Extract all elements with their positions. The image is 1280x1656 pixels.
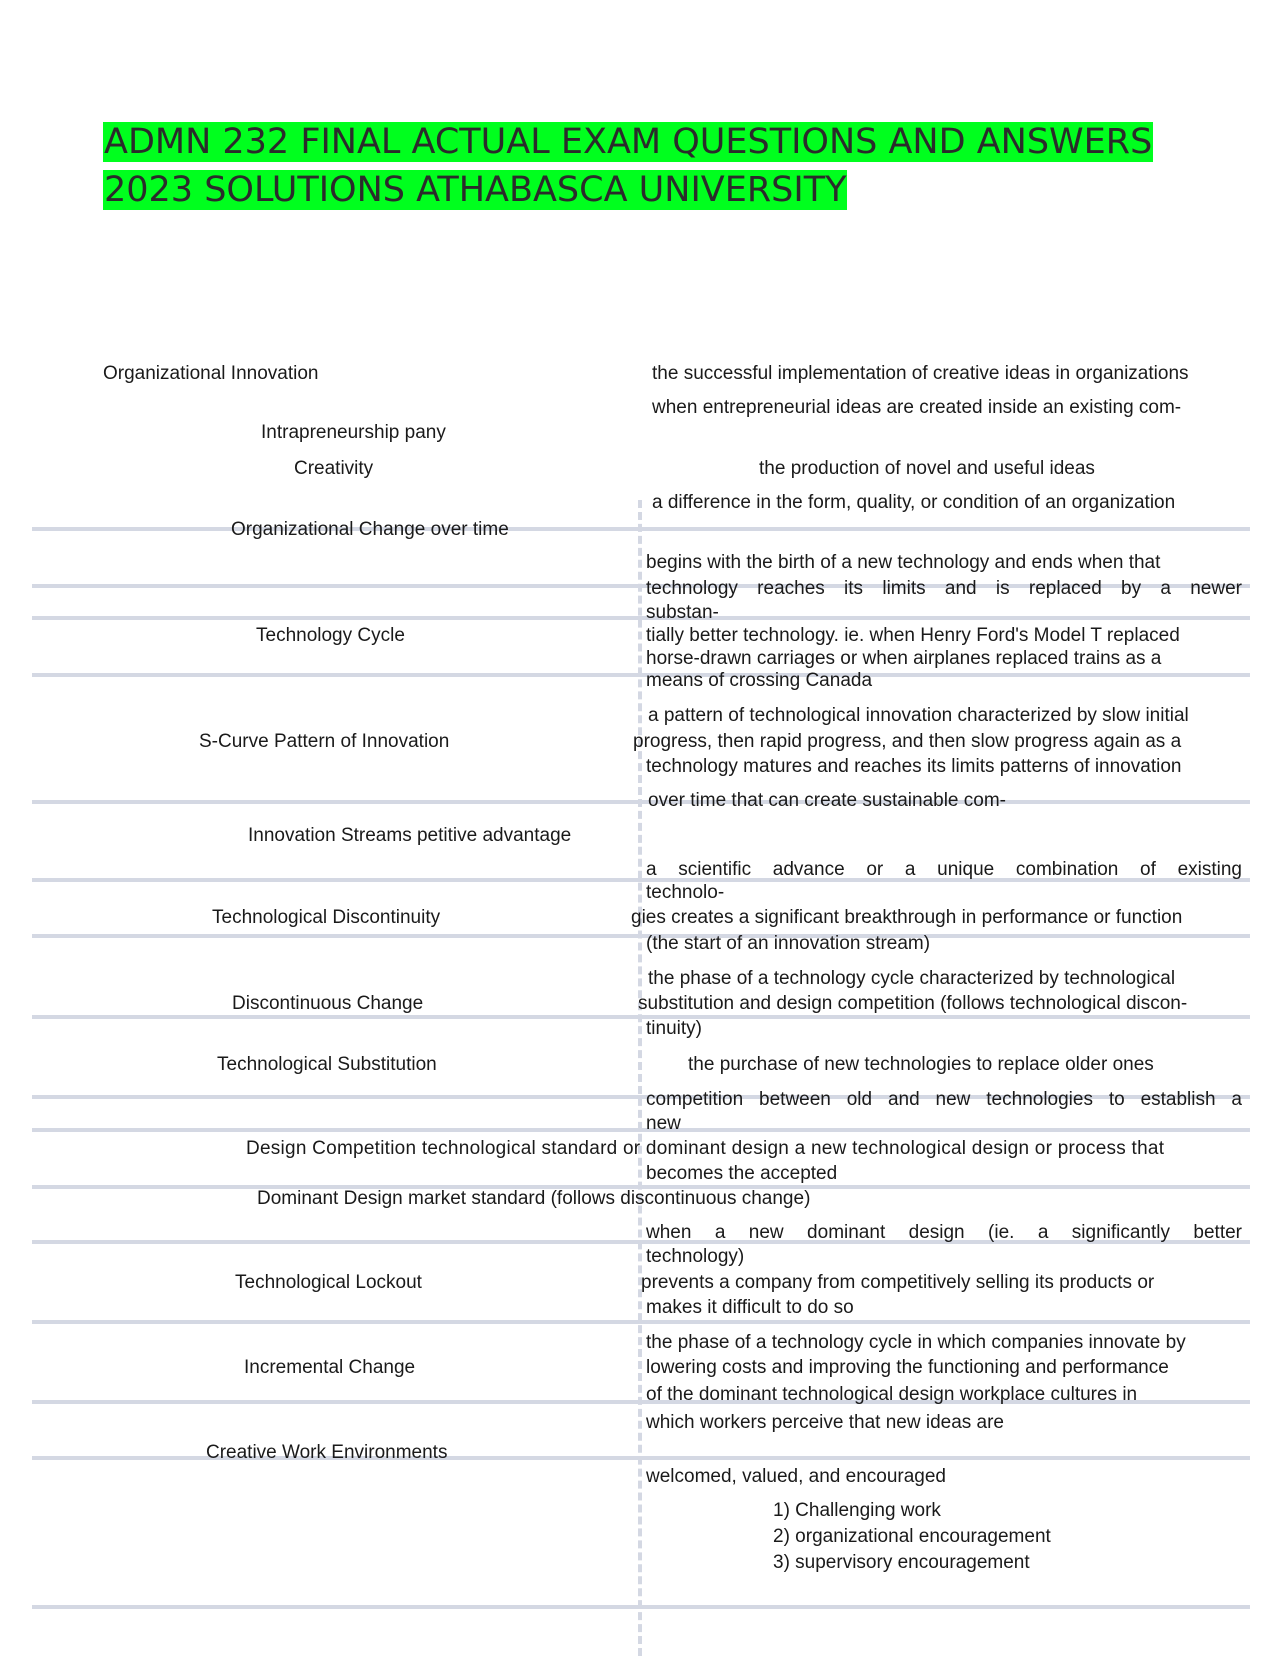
- definition-s-curve-line: technology matures and reaches its limits patterns of innovation: [646, 756, 1182, 777]
- definition-s-curve-line: progress, then rapid progress, and then slow progress again as a: [633, 731, 1182, 752]
- column-divider: [638, 500, 642, 1656]
- term-tech-discontinuity: Technological Discontinuity: [212, 907, 441, 928]
- definition-tech-lockout-line: prevents a company from competitively selling its products or: [641, 1272, 1155, 1293]
- title-line-1: ADMN 232 FINAL ACTUAL EXAM QUESTIONS AND ANSWERS: [104, 122, 1153, 162]
- definition-tech-substitution: the purchase of new technologies to replace older ones: [688, 1054, 1154, 1075]
- term-design-competition: Design Competition technological standard or dominant design a new technological design or process that: [246, 1138, 1165, 1159]
- definition-creative-work-line: welcomed, valued, and encouraged: [646, 1466, 946, 1487]
- term-s-curve: S-Curve Pattern of Innovation: [199, 731, 450, 752]
- term-tech-lockout: Technological Lockout: [235, 1272, 422, 1293]
- definition-technology-cycle-line: technology reaches its limits and is replaced by a newer: [646, 578, 1242, 599]
- term-innovation-streams: Innovation Streams petitive advantage: [248, 825, 572, 846]
- term-dominant-design: Dominant Design market standard (follows discontinuous change): [257, 1188, 811, 1209]
- term-discontinuous-change: Discontinuous Change: [232, 993, 424, 1014]
- list-item: 2) organizational encouragement: [773, 1526, 1051, 1547]
- definition-incremental-change-line: the phase of a technology cycle in which companies innovate by: [646, 1332, 1186, 1353]
- definition-tech-discontinuity-line: (the start of an innovation stream): [646, 933, 931, 954]
- term-intrapreneurship: Intrapreneurship pany: [261, 422, 446, 443]
- definition-technology-cycle-line: means of crossing Canada: [646, 670, 873, 691]
- definition-organizational-innovation: the successful implementation of creative ideas in organizations: [652, 363, 1189, 384]
- term-tech-substitution: Technological Substitution: [217, 1054, 437, 1075]
- definition-tech-lockout-line: when a new dominant design (ie. a significantly better: [646, 1222, 1242, 1243]
- definition-incremental-change-line: of the dominant technological design workplace cultures in: [646, 1384, 1138, 1405]
- definition-design-competition-line: becomes the accepted: [646, 1163, 838, 1184]
- definition-tech-discontinuity-line: a scientific advance or a unique combination of existing: [646, 859, 1242, 880]
- definition-technology-cycle-line: substan-: [646, 602, 719, 623]
- definition-tech-discontinuity-line: technolo-: [646, 882, 725, 903]
- definition-design-competition-line: competition between old and new technologies to establish a: [646, 1089, 1242, 1110]
- definition-design-competition-line: new: [646, 1113, 681, 1134]
- term-incremental-change: Incremental Change: [244, 1357, 416, 1378]
- definition-incremental-change-line: which workers perceive that new ideas are: [646, 1412, 1005, 1433]
- definition-discontinuous-change-line: the phase of a technology cycle characterized by technological: [648, 968, 1176, 989]
- definition-incremental-change-line: lowering costs and improving the functioning and performance: [646, 1357, 1169, 1378]
- list-item: 1) Challenging work: [773, 1500, 941, 1521]
- definition-tech-lockout-line: technology): [646, 1246, 745, 1267]
- term-organizational-change: Organizational Change over time: [231, 519, 509, 540]
- definition-creativity: the production of novel and useful ideas: [759, 458, 1095, 479]
- term-technology-cycle: Technology Cycle: [256, 625, 405, 646]
- title-line-2: 2023 SOLUTIONS ATHABASCA UNIVERSITY: [104, 170, 847, 210]
- definition-s-curve-line: a pattern of technological innovation characterized by slow initial: [648, 705, 1189, 726]
- definition-intrapreneurship: when entrepreneurial ideas are created inside an existing com-: [652, 397, 1182, 418]
- definition-technology-cycle-line: begins with the birth of a new technology and ends when that: [646, 552, 1161, 573]
- document-title: [103, 118, 1153, 214]
- term-creativity: Creativity: [294, 458, 374, 479]
- definition-discontinuous-change-line: substitution and design competition (follows technological discon-: [638, 993, 1188, 1014]
- term-organizational-innovation: Organizational Innovation: [103, 363, 319, 384]
- definition-technology-cycle-line: horse-drawn carriages or when airplanes replaced trains as a: [646, 648, 1162, 669]
- definition-s-curve-line: over time that can create sustainable com-: [648, 790, 1007, 811]
- definition-tech-discontinuity-line: gies creates a significant breakthrough in performance or function: [631, 907, 1183, 928]
- term-creative-work-environments: Creative Work Environments: [206, 1442, 448, 1463]
- definition-tech-lockout-line: makes it difficult to do so: [646, 1297, 854, 1318]
- list-item: 3) supervisory encouragement: [773, 1552, 1030, 1573]
- definition-technology-cycle-line: tially better technology. ie. when Henry Ford's Model T replaced: [646, 625, 1180, 646]
- definition-discontinuous-change-line: tinuity): [646, 1018, 702, 1039]
- definition-organizational-change: a difference in the form, quality, or condition of an organization: [652, 492, 1176, 513]
